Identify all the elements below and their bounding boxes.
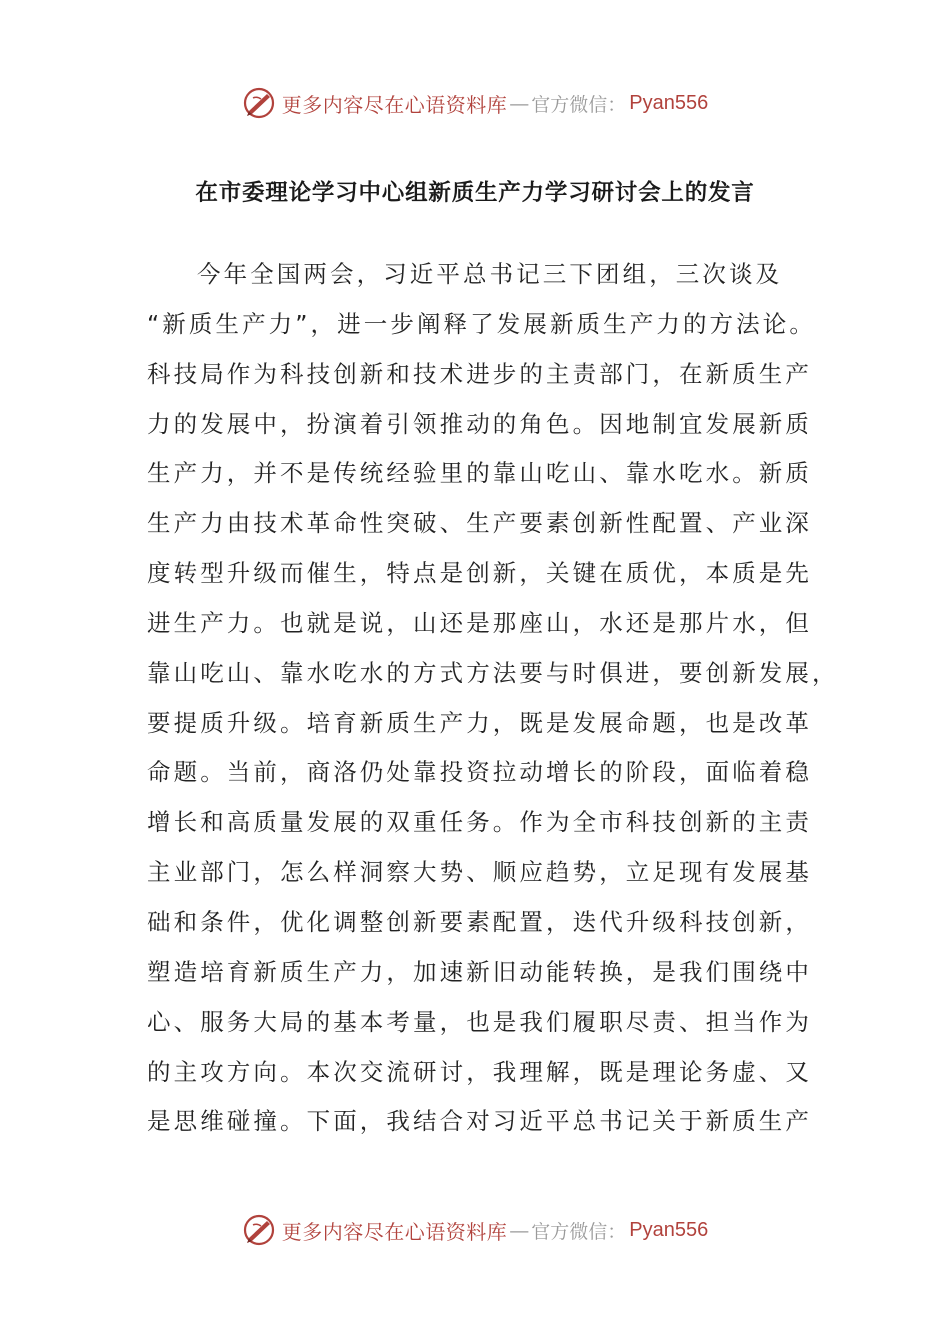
body-line: 命题。当前，商洛仍处靠投资拉动增长的阶段，面临着稳 [147,758,812,787]
body-line: 要提质升级。培育新质生产力，既是发展命题，也是改革 [147,708,812,737]
body-line: 生产力，并不是传统经验里的靠山吃山、靠水吃水。新质 [147,459,812,488]
body-line: 心、服务大局的基本考量，也是我们履职尽责、担当作为 [147,1007,812,1036]
body-line: 进生产力。也就是说，山还是那座山，水还是那片水，但 [147,608,812,637]
banner-main-text: 更多内容尽在心语资料库 [281,92,508,117]
body-line: 的主攻方向。本次交流研讨，我理解，既是理论务虚、又 [147,1057,812,1086]
body-line: 增长和高质量发展的双重任务。作为全市科技创新的主责 [147,808,812,837]
body-line: 础和条件，优化调整创新要素配置，迭代升级科技创新， [147,907,812,936]
document-body [147,250,839,1147]
banner-wechat-id: Pyan556 [629,1218,709,1241]
banner-wechat-id: Pyan556 [629,91,709,114]
body-line: 主业部门，怎么样洞察大势、顺应趋势，立足现有发展基 [147,858,812,887]
banner-separator: — [509,1218,530,1242]
banner-separator: — [509,91,530,115]
body-line: 是思维碰撞。下面，我结合对习近平总书记关于新质生产 [147,1107,812,1136]
body-line: 靠山吃山、靠水吃水的方式方法要与时俱进，要创新发展， [147,658,839,687]
header-banner [0,83,950,123]
pen-logo-icon [242,1213,276,1247]
body-line: 生产力由技术革命性突破、生产要素创新性配置、产业深 [147,509,812,538]
footer-banner [0,1210,950,1250]
body-line: 塑造培育新质生产力，加速新旧动能转换，是我们围绕中 [147,957,812,986]
body-line: 力的发展中，扮演着引领推动的角色。因地制宜发展新质 [147,409,812,438]
document-title: 在市委理论学习中心组新质生产力学习研讨会上的发言 [195,180,755,206]
body-line: 今年全国两会，习近平总书记三下团组，三次谈及 [197,260,783,288]
body-line: 科技局作为科技创新和技术进步的主责部门，在新质生产 [147,359,812,388]
banner-main-text: 更多内容尽在心语资料库 [281,1219,508,1244]
banner-wechat-label: 官方微信： [531,93,627,116]
banner-wechat-label: 官方微信： [531,1220,627,1243]
body-line: “新质生产力”，进一步阐释了发展新质生产力的方法论。 [147,309,816,338]
pen-logo-icon [242,86,276,120]
body-line: 度转型升级而催生，特点是创新，关键在质优，本质是先 [147,559,812,588]
